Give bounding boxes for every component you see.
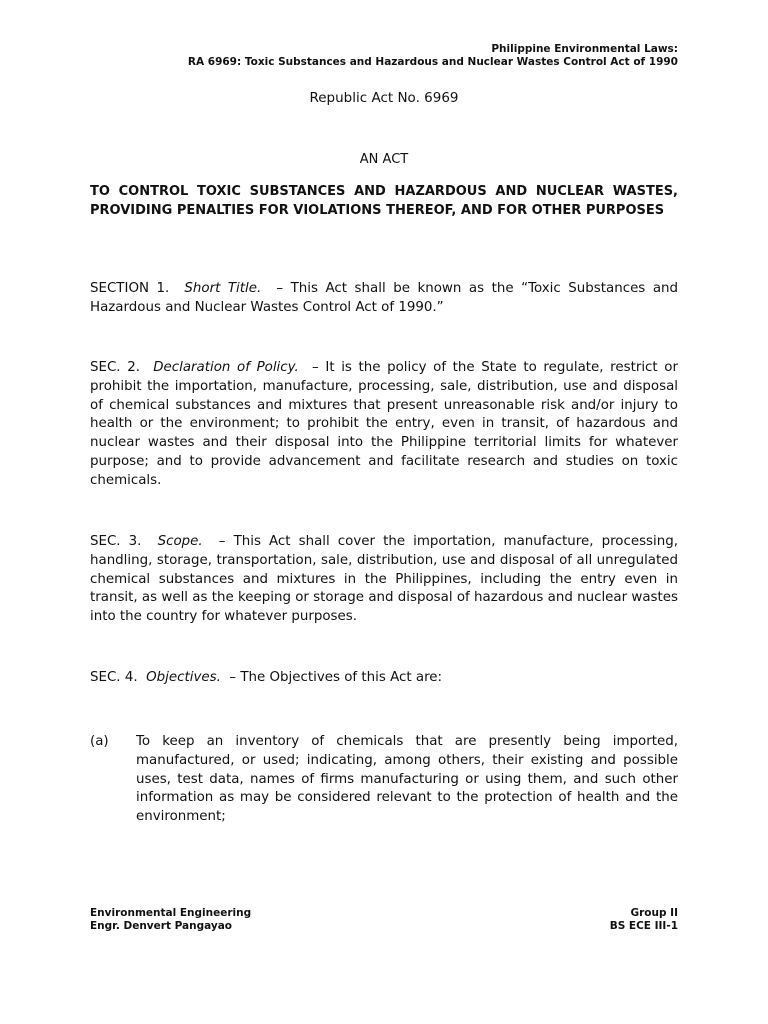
item-text: To keep an inventory of chemicals that are presently being imported, manufactured, or used; indicating, among others, their existing and possible uses, test data, names of firms manufacturing or using them, and such other information as may be considered relevant to the protection of health and the environment;	[136, 734, 678, 825]
an-act-heading: AN ACT	[359, 152, 409, 167]
page-header	[188, 43, 678, 69]
list-item	[90, 733, 678, 827]
footer-course: Environmental Engineering	[90, 907, 252, 919]
section-prefix: SECTION 1.	[90, 281, 170, 296]
section-heading: Short Title.	[184, 281, 262, 296]
act-title: TO CONTROL TOXIC SUBSTANCES AND HAZARDOUS AND NUCLEAR WASTES, PROVIDING PENALTIES FOR VIOLATIONS THEREOF, AND FOR OTHER PURPOSES	[90, 184, 678, 218]
section-text: – This Act shall be known as the “Toxic Substances and Hazardous and Nuclear Wastes Control Act of 1990.”	[90, 281, 679, 315]
section-heading: Scope.	[157, 534, 203, 549]
section-text: – The Objectives of this Act are:	[229, 670, 443, 685]
footer-instructor: Engr. Denvert Pangayao	[90, 919, 233, 932]
republic-act-title: Republic Act No. 6969	[309, 90, 459, 106]
section-prefix: SEC. 4.	[90, 670, 138, 685]
section-prefix: SEC. 3.	[90, 534, 142, 549]
footer-right	[610, 907, 678, 932]
header-line-2: RA 6969: Toxic Substances and Hazardous and Nuclear Wastes Control Act of 1990	[187, 56, 678, 68]
footer-left	[90, 907, 251, 932]
section-4	[90, 669, 678, 688]
section-text: – This Act shall cover the importation, manufacture, processing, handling, storage, transportation, sale, distribution, use and disposal of all unregulated chemical substances and mixtures in the Philippines, including the entry even in transit, as well as the keeping or storage and disposal of hazardous and nuclear wastes into the country for whatever purposes.	[90, 534, 678, 625]
section-prefix: SEC. 2.	[90, 360, 140, 375]
footer-section: BS ECE III-1	[609, 919, 678, 932]
section-heading: Declaration of Policy.	[153, 360, 299, 375]
section-1	[90, 280, 678, 318]
footer-group: Group II	[630, 907, 678, 919]
section-2	[90, 359, 678, 491]
section-3	[90, 533, 678, 627]
section-text: – It is the policy of the State to regulate, restrict or prohibit the importation, manufacture, processing, sale, distribution, use and disposal of chemical substances and mixtures that present unreasonable risk and/or injury to health or the environment; to prohibit the entry, even in transit, of hazardous and nuclear wastes and their disposal into the Philippine territorial limits for whatever purpose; and to provide advancement and facilitate research and studies on toxic chemicals.	[90, 360, 678, 488]
item-label: (a)	[90, 734, 109, 749]
section-heading: Objectives.	[146, 670, 221, 685]
header-line-1: Philippine Environmental Laws:	[491, 43, 678, 55]
